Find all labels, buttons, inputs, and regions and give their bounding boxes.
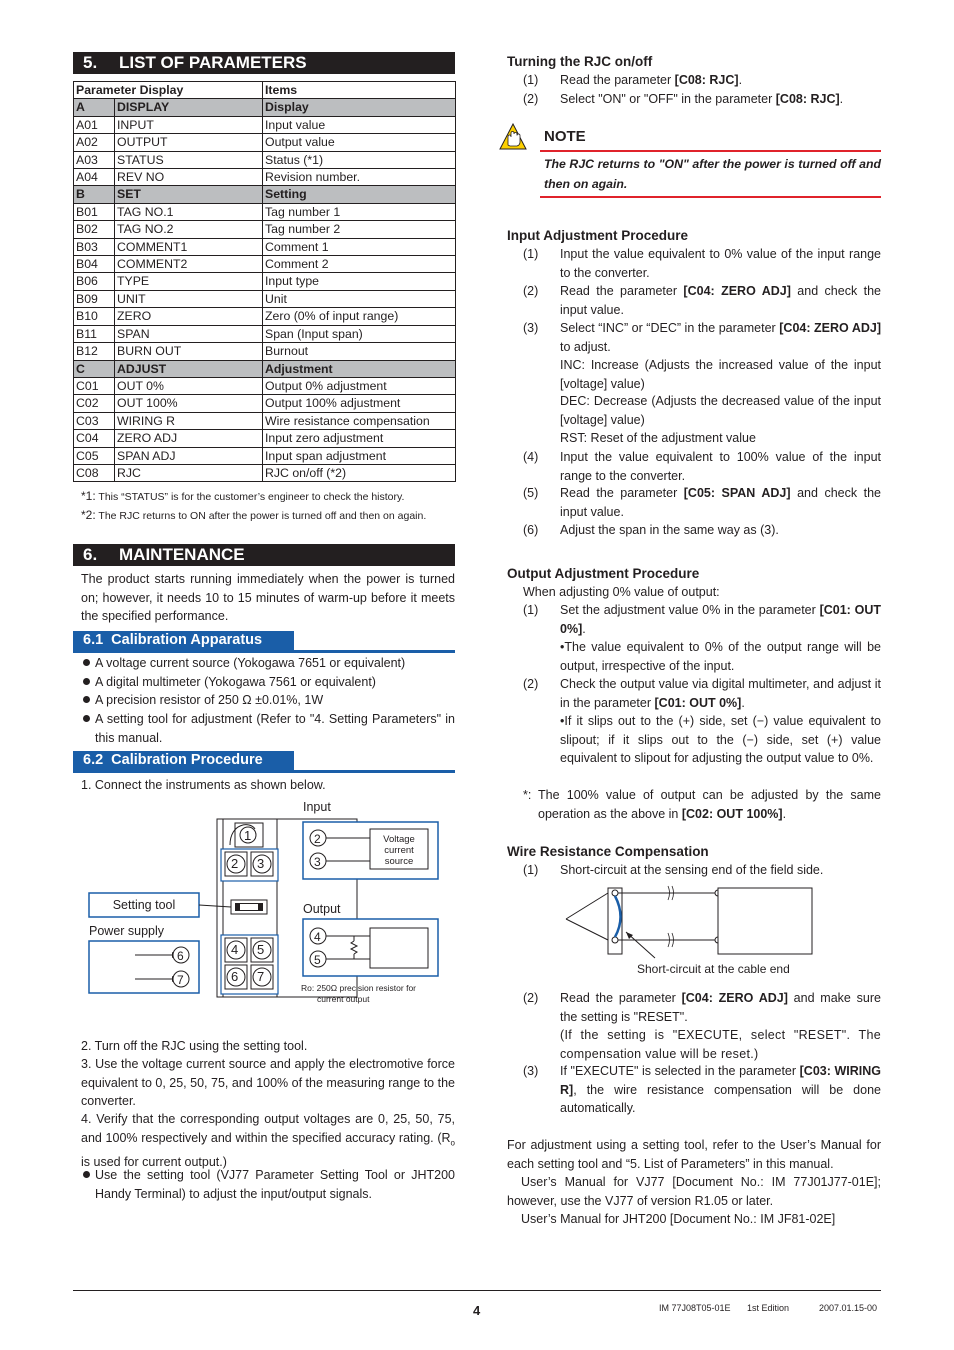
param-item: Unit [263,290,456,307]
param-name: SPAN [115,325,263,342]
bullet-icon [83,696,90,703]
param-code: C [74,360,115,377]
param-item: Input type [263,273,456,290]
param-name: ZERO ADJ [115,430,263,447]
table-row [74,221,456,238]
input-step: Read the parameter [C05: SPAN ADJ] and check the input value. [560,486,881,519]
note-title: NOTE [544,128,586,145]
input-step: Adjust the span in the same way as (3). [560,523,779,537]
svg-text:5: 5 [257,942,265,957]
svg-text:3: 3 [314,855,321,869]
param-name: RJC [115,464,263,481]
wire-step-2-note: (If the setting is "EXECUTE, select "RESET". The compensation value will be reset.) [560,1028,881,1061]
param-item: Input zero adjustment [263,430,456,447]
edition: 1st Edition [747,1303,790,1313]
param-code: C03 [74,412,115,429]
bullet-icon [83,678,90,685]
closing-paragraph: For adjustment using a setting tool, refer to the User’s Manual for each setting tool and “5. List of Parameters” in this manual. [507,1138,881,1171]
svg-text:4: 4 [231,942,239,957]
table-row [74,116,456,133]
output-step-1: Set the adjustment value 0% in the parameter [C01: OUT 0%]. [560,603,882,636]
param-code: C02 [74,395,115,412]
param-item: Span (Input span) [263,325,456,342]
input-step-num: (5) [523,486,539,500]
input-step: Input the value equivalent to 100% value of the input range to the converter. [560,450,881,483]
input-step: Read the parameter [C04: ZERO ADJ] and check the input value. [560,284,881,317]
svg-text:2: 2 [231,856,239,871]
short-circuit-caption: Short-circuit at the cable end [637,962,790,976]
table-row [74,308,456,325]
param-item: Comment 1 [263,238,456,255]
svg-text:7: 7 [177,973,184,987]
table-row [74,238,456,255]
param-code: C05 [74,447,115,464]
svg-text:Setting tool: Setting tool [112,898,176,912]
param-name: COMMENT1 [115,238,263,255]
param-name: BURN OUT [115,343,263,360]
param-code: B10 [74,308,115,325]
rst-description: RST: Reset of the adjustment value [560,431,756,445]
param-name: ZERO [115,308,263,325]
rjc-step-2: Select "ON" or "OFF" in the parameter [C08: RJC]. [560,92,844,106]
rjc-heading: Turning the RJC on/off [507,54,653,69]
output-adjustment-intro: When adjusting 0% value of output: [523,585,720,599]
param-name: COMMENT2 [115,256,263,273]
param-name: TYPE [115,273,263,290]
table-row [74,377,456,394]
section-6-1-heading: 6.1 Calibration Apparatus [73,631,455,653]
svg-text:6: 6 [177,949,184,963]
table-row [74,203,456,220]
wire-step-3: If "EXECUTE" is selected in the parameter [C03: WIRING R], the wire resistance compensation will be done automatically. [560,1064,881,1115]
table-group-row [74,99,456,116]
output-step-2-note: •If it slips out to the (+) side, set (−) value equivalent to slipout; if it slips out to the (−) side, set (+) value equivalent to slipout for adjusting the output value to 0%. [560,714,881,765]
param-name: REV NO [115,169,263,186]
param-code: B [74,186,115,203]
param-item: Setting [263,186,456,203]
rjc-step-1: Read the parameter [C08: RJC]. [560,73,743,87]
table-row [74,464,456,481]
section-5-heading: 5. LIST OF PARAMETERS [73,52,455,74]
param-name: INPUT [115,116,263,133]
svg-text:Input: Input [303,800,331,814]
table-row [74,273,456,290]
param-item: Zero (0% of input range) [263,308,456,325]
revision-date: 2007.01.15-00 [819,1303,878,1313]
svg-text:7: 7 [257,969,265,984]
header-items: Items [263,82,456,99]
footer-rule [73,1290,881,1291]
calibration-step-2: 2. Turn off the RJC using the setting tool. [81,1039,308,1053]
bullet-icon [83,659,90,666]
input-step: Select “INC” or “DEC” in the parameter [C04: ZERO ADJ] to adjust. [560,321,882,354]
wire-step-2: Read the parameter [C04: ZERO ADJ] and make sure the setting is "RESET". [560,991,881,1024]
param-item: Output value [263,134,456,151]
param-name: WIRING R [115,412,263,429]
input-step: Input the value equivalent to 0% value of the input range to the converter. [560,247,881,280]
input-step-num: (2) [523,284,539,298]
jht200-manual-ref: User’s Manual for JHT200 [Document No.: IM JF81-02E] [521,1212,836,1226]
param-code: C08 [74,464,115,481]
param-code: A [74,99,115,116]
output-star-note: The 100% value of output can be adjusted by the same operation as the above in [C02: OUT 100%]. [538,788,881,821]
table-row [74,447,456,464]
table-row [74,325,456,342]
param-item: Status (*1) [263,151,456,168]
param-name: STATUS [115,151,263,168]
param-name: OUT 100% [115,395,263,412]
apparatus-item: A setting tool for adjustment (Refer to "4. Setting Parameters" in this manual. [95,712,455,745]
param-code: B01 [74,203,115,220]
maintenance-intro: The product starts running immediately when the power is turned on; however, it needs 10 to 15 minutes of warm-up before it meets the specified performance. [81,572,455,623]
param-code: B03 [74,238,115,255]
note-divider-bottom [540,196,881,198]
svg-text:Voltage: Voltage [383,834,415,845]
bullet-icon [83,715,90,722]
svg-text:5: 5 [314,953,321,967]
wire-resistance-heading: Wire Resistance Compensation [507,844,709,859]
wire-step-2-num: (2) [523,991,539,1005]
note-divider-top [540,150,881,152]
output-step-1-note: •The value equivalent to 0% of the output range will be output, irrespective of the input. [560,640,881,673]
param-name: SPAN ADJ [115,447,263,464]
input-adjustment-heading: Input Adjustment Procedure [507,228,689,243]
param-item: RJC on/off (*2) [263,464,456,481]
input-step-num: (6) [523,523,539,537]
param-item: Display [263,99,456,116]
svg-text:3: 3 [257,856,265,871]
param-name: ADJUST [115,360,263,377]
calibration-bullet: Use the setting tool (VJ77 Parameter Setting Tool or JHT200 Handy Terminal) to adjust the input/output signals. [95,1168,455,1201]
table-row [74,343,456,360]
output-step-2-num: (2) [523,677,539,691]
header-parameter-display: Parameter Display [74,82,263,99]
parameter-table [73,81,456,482]
input-step-num: (3) [523,321,539,335]
svg-text:2: 2 [314,832,321,846]
param-code: B09 [74,290,115,307]
param-item: Comment 2 [263,256,456,273]
param-item: Adjustment [263,360,456,377]
section-6-2-heading: 6.2 Calibration Procedure [73,751,455,773]
input-step-num: (1) [523,247,539,261]
svg-text:current output: current output [317,994,370,1004]
param-item: Tag number 1 [263,203,456,220]
wire-step-1: Short-circuit at the sensing end of the field side. [560,863,824,877]
footnote-1: *1: This “STATUS” is for the customer’s engineer to check the history. [81,489,405,503]
output-step-2: Check the output value via digital multimeter, and adjust it in the parameter [C01: OUT 0%]. [560,677,881,710]
table-row [74,169,456,186]
param-name: DISPLAY [115,99,263,116]
section-6-heading: 6. MAINTENANCE [73,544,455,566]
param-name: OUT 0% [115,377,263,394]
param-code: C04 [74,430,115,447]
param-name: SET [115,186,263,203]
vj77-manual-ref: User’s Manual for VJ77 [Document No.: IM 77J01J77-01E]; however, use the VJ77 of version R1.05 or later. [507,1175,881,1208]
apparatus-item: A precision resistor of 250 Ω ±0.01%, 1W [95,693,324,707]
param-item: Output 100% adjustment [263,395,456,412]
param-code: B04 [74,256,115,273]
table-group-row [74,360,456,377]
output-star-mark: *: [523,788,532,802]
rjc-step-2-num: (2) [523,92,539,106]
svg-text:6: 6 [231,969,239,984]
param-code: C01 [74,377,115,394]
calibration-step-4: 4. Verify that the corresponding output voltages are 0, 25, 50, 75, and 100% respectively and within the specified accuracy rating. ($R_o$ is used for current output.) [81,1112,455,1169]
input-step-num: (4) [523,450,539,464]
table-row [74,412,456,429]
rjc-step-1-num: (1) [523,73,539,87]
table-group-row [74,186,456,203]
footnote-2: *2: The RJC returns to ON after the power is turned off and then on again. [81,508,427,522]
param-name: UNIT [115,290,263,307]
svg-text:4: 4 [314,930,321,944]
svg-text:1: 1 [244,828,252,843]
output-step-1-num: (1) [523,603,539,617]
bullet-icon [83,1171,90,1178]
svg-text:current: current [384,845,414,856]
svg-text:Power supply: Power supply [89,924,165,938]
calibration-step-1: 1. Connect the instruments as shown below. [81,778,326,792]
page-number: 4 [473,1303,481,1318]
param-item: Burnout [263,343,456,360]
apparatus-item: A voltage current source (Yokogawa 7651 or equivalent) [95,656,406,670]
svg-text:Output: Output [303,902,341,916]
param-code: B02 [74,221,115,238]
param-item: Input value [263,116,456,133]
document-number: IM 77J08T05-01E [659,1303,731,1313]
param-item: Input span adjustment [263,447,456,464]
param-name: TAG NO.1 [115,203,263,220]
wire-step-3-num: (3) [523,1064,539,1078]
param-name: OUTPUT [115,134,263,151]
apparatus-item: A digital multimeter (Yokogawa 7561 or equivalent) [95,675,376,689]
param-item: Output 0% adjustment [263,377,456,394]
svg-text:Ro: 250Ω precision resistor fo: Ro: 250Ω precision resistor for [301,983,417,993]
param-item: Wire resistance compensation [263,412,456,429]
table-header-row [74,82,456,99]
param-code: B06 [74,273,115,290]
svg-text:source: source [384,856,414,867]
calibration-wiring-diagram [80,795,460,1015]
param-item: Revision number. [263,169,456,186]
output-adjustment-heading: Output Adjustment Procedure [507,566,700,581]
table-row [74,134,456,151]
param-name: TAG NO.2 [115,221,263,238]
param-code: A03 [74,151,115,168]
param-code: A02 [74,134,115,151]
param-item: Tag number 2 [263,221,456,238]
table-row [74,290,456,307]
table-row [74,151,456,168]
dec-description: DEC: Decrease (Adjusts the decreased value of the input [voltage] value) [560,394,881,427]
param-code: B12 [74,343,115,360]
table-row [74,430,456,447]
table-row [74,256,456,273]
param-code: B11 [74,325,115,342]
param-code: A04 [74,169,115,186]
inc-description: INC: Increase (Adjusts the increased value of the input [voltage] value) [560,358,881,391]
table-row [74,395,456,412]
calibration-step-3: 3. Use the voltage current source and apply the electromotive force equivalent to 0, 25, 50, 75, and 100% of the measuring range to the converter. [81,1057,455,1108]
note-text: The RJC returns to "ON" after the power is turned off and then on again. [544,157,881,191]
caution-hand-icon [499,123,527,150]
param-code: A01 [74,116,115,133]
multimeter-box [370,928,428,968]
wire-step-1-num: (1) [523,863,539,877]
